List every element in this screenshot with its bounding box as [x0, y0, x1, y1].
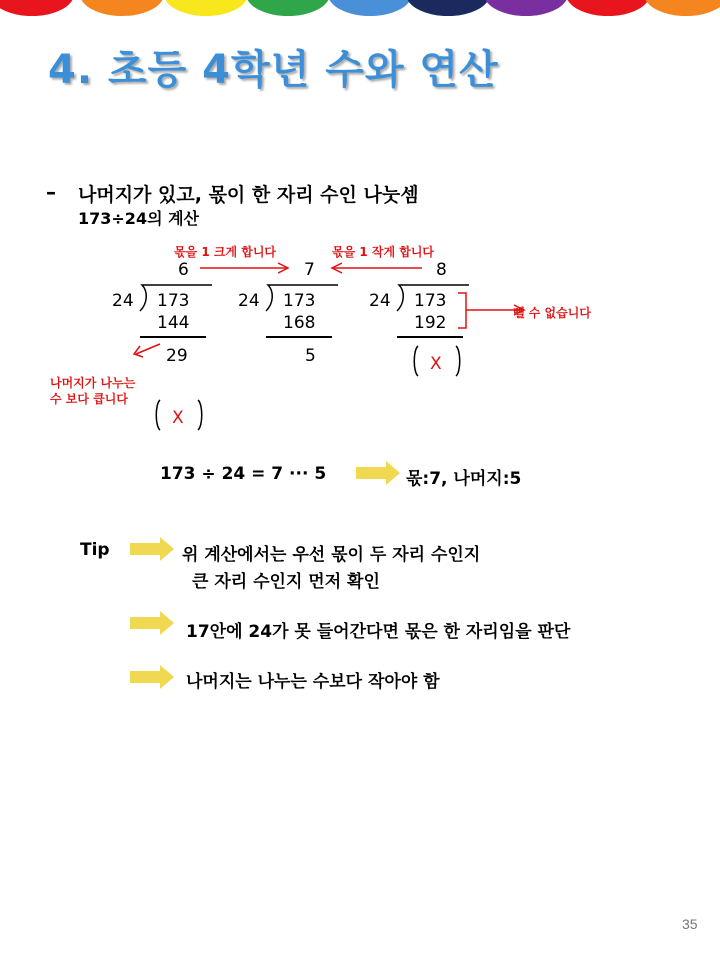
- divisor: 24: [238, 291, 260, 311]
- decor-bubble: [484, 0, 568, 16]
- yellow-arrow-icon: [130, 610, 176, 636]
- decor-bubble: [164, 0, 248, 16]
- annotation-cannot-subtract: 뺄 수 없습니다: [513, 306, 591, 320]
- decor-bubble: [0, 0, 74, 16]
- decor-bubble: [406, 0, 490, 16]
- wrong-mark: X: [430, 354, 442, 374]
- product: 144: [157, 313, 190, 333]
- tip-2: 17안에 24가 못 들어간다면 몫은 한 자리임을 판단: [186, 622, 571, 642]
- section-heading: 나머지가 있고, 몫이 한 자리 수인 나눗셈: [78, 184, 419, 206]
- decor-bubble: [246, 0, 330, 16]
- product: 168: [283, 313, 316, 333]
- decor-bubble: [644, 0, 720, 16]
- decor-bubble: [80, 0, 164, 16]
- decor-bubble: [328, 0, 412, 16]
- quotient: 7: [304, 260, 315, 280]
- quotient: 8: [436, 260, 447, 280]
- page-number: 35: [682, 916, 698, 932]
- bullet: –: [46, 180, 56, 204]
- page-title: 4. 초등 4학년 수와 연산: [48, 47, 499, 93]
- subtraction-line: [397, 336, 463, 338]
- annotation-quotient-smaller: 몫을 1 작게 합니다: [332, 245, 435, 259]
- yellow-arrow-icon: [130, 664, 176, 690]
- right-arrow-icon: [196, 258, 296, 278]
- down-left-arrow-icon: [128, 340, 168, 360]
- dividend: 173: [414, 291, 447, 311]
- remainder: 5: [305, 346, 316, 366]
- product: 192: [414, 313, 447, 333]
- dividend: 173: [157, 291, 190, 311]
- remainder: 29: [166, 346, 188, 366]
- wrong-mark: X: [172, 408, 184, 428]
- subtraction-line: [266, 336, 332, 338]
- tip-label: Tip: [80, 540, 110, 560]
- subtraction-line: [140, 336, 206, 338]
- tip-3: 나머지는 나누는 수보다 작아야 함: [186, 672, 440, 692]
- decor-bubble: [566, 0, 650, 16]
- annotation-remainder-larger-2: 수 보다 큽니다: [50, 392, 128, 406]
- tip-1-line-2: 큰 자리 수인지 먼저 확인: [192, 572, 380, 592]
- left-arrow-icon: [326, 258, 426, 278]
- result-answer: 몫:7, 나머지:5: [406, 469, 522, 489]
- annotation-quotient-bigger: 몫을 1 크게 합니다: [174, 245, 277, 259]
- yellow-arrow-icon: [130, 536, 176, 562]
- yellow-arrow-icon: [356, 460, 402, 486]
- annotation-remainder-larger-1: 나머지가 나누는: [50, 376, 136, 390]
- dividend: 173: [283, 291, 316, 311]
- divisor: 24: [369, 291, 391, 311]
- result-equation: 173 ÷ 24 = 7 ··· 5: [160, 464, 327, 484]
- quotient: 6: [178, 260, 189, 280]
- tip-1-line-1: 위 계산에서는 우선 몫이 두 자리 수인지: [182, 545, 481, 565]
- section-subheading: 173÷24의 계산: [78, 209, 200, 228]
- divisor: 24: [112, 291, 134, 311]
